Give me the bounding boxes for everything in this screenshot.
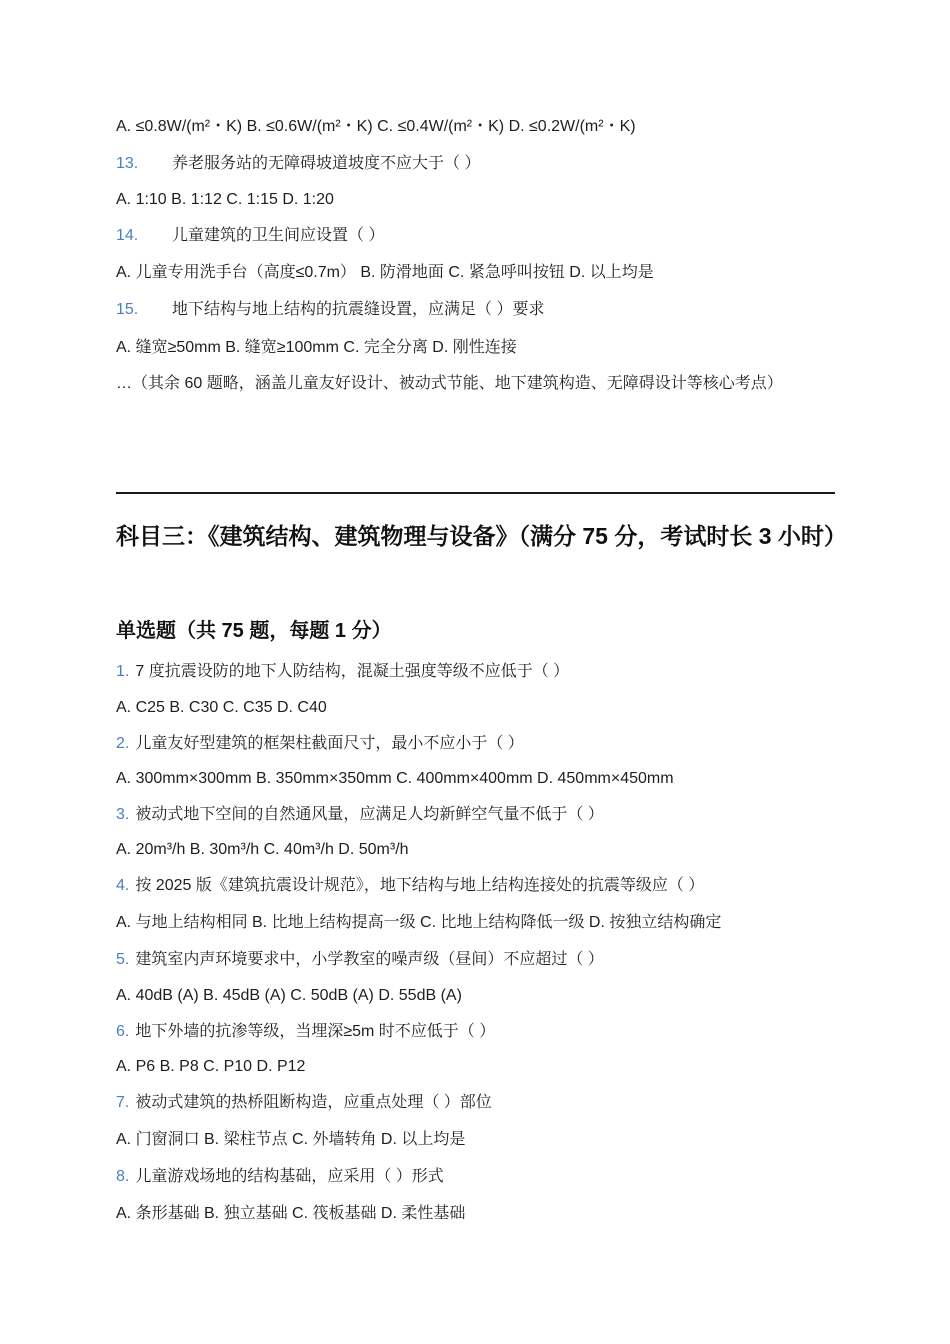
question-2 <box>116 733 524 755</box>
q6-options: A. P6 B. P8 C. P10 D. P12 <box>116 1058 306 1075</box>
q14-options: A. 儿童专用洗手台（高度≤0.7m） B. 防滑地面 C. 紧急呼叫按钮 D. 以上均是 <box>116 264 654 281</box>
question-13 <box>116 153 480 175</box>
q2-options: A. 300mm×300mm B. 350mm×350mm C. 400mm×400mm D. 450mm×450mm <box>116 770 674 787</box>
question-text: 被动式建筑的热桥阻断构造，应重点处理（ ）部位 <box>135 1094 492 1111</box>
question-number: 1. <box>116 663 130 680</box>
q5-options: A. 40dB (A) B. 45dB (A) C. 50dB (A) D. 55dB (A) <box>116 987 462 1004</box>
question-text: 按 2025 版《建筑抗震设计规范》，地下结构与地上结构连接处的抗震等级应（ ） <box>135 877 705 894</box>
question-text: 7 度抗震设防的地下人防结构，混凝土强度等级不应低于（ ） <box>135 663 570 680</box>
question-number: 3. <box>116 806 130 823</box>
question-15 <box>116 299 544 321</box>
question-3 <box>116 804 604 826</box>
question-text: 养老服务站的无障碍坡道坡度不应大于（ ） <box>172 155 481 172</box>
question-text: 地下结构与地上结构的抗震缝设置，应满足（ ）要求 <box>172 301 545 318</box>
section-title: 科目三：《建筑结构、建筑物理与设备》（满分 75 分，考试时长 3 小时） <box>116 523 847 549</box>
question-number: 5. <box>116 951 130 968</box>
omitted-note: …（其余 60 题略，涵盖儿童友好设计、被动式节能、地下建筑构造、无障碍设计等核心考点） <box>116 375 783 392</box>
question-text: 儿童游戏场地的结构基础，应采用（ ）形式 <box>135 1168 444 1185</box>
question-text: 被动式地下空间的自然通风量，应满足人均新鲜空气量不低于（ ） <box>135 806 604 823</box>
question-text: 儿童建筑的卫生间应设置（ ） <box>172 227 385 244</box>
q7-options: A. 门窗洞口 B. 梁柱节点 C. 外墙转角 D. 以上均是 <box>116 1131 466 1148</box>
q12-options: A. ≤0.8W/(m²・K) B. ≤0.6W/(m²・K) C. ≤0.4W/(m²・K) D. ≤0.2W/(m²・K) <box>116 118 636 135</box>
question-4 <box>116 875 704 897</box>
q15-options: A. 缝宽≥50mm B. 缝宽≥100mm C. 完全分离 D. 刚性连接 <box>116 339 517 356</box>
question-text: 地下外墙的抗渗等级，当埋深≥5m 时不应低于（ ） <box>135 1023 496 1040</box>
question-number: 15. <box>116 301 139 318</box>
question-number: 2. <box>116 735 130 752</box>
question-6 <box>116 1021 495 1043</box>
section-subtitle: 单选题（共 75 题，每题 1 分） <box>116 620 392 642</box>
question-text: 建筑室内声环境要求中，小学教室的噪声级（昼间）不应超过（ ） <box>135 951 604 968</box>
question-number: 8. <box>116 1168 130 1185</box>
question-number: 4. <box>116 877 130 894</box>
question-14 <box>116 225 384 247</box>
q4-options: A. 与地上结构相同 B. 比地上结构提高一级 C. 比地上结构降低一级 D. 按独立结构确定 <box>116 914 722 931</box>
q3-options: A. 20m³/h B. 30m³/h C. 40m³/h D. 50m³/h <box>116 841 409 858</box>
question-number: 14. <box>116 227 139 244</box>
question-5 <box>116 949 604 971</box>
question-1 <box>116 661 569 683</box>
question-number: 13. <box>116 155 139 172</box>
question-8 <box>116 1166 444 1188</box>
q1-options: A. C25 B. C30 C. C35 D. C40 <box>116 699 327 716</box>
q13-options: A. 1:10 B. 1:12 C. 1:15 D. 1:20 <box>116 191 334 208</box>
q8-options: A. 条形基础 B. 独立基础 C. 筏板基础 D. 柔性基础 <box>116 1205 466 1222</box>
question-text: 儿童友好型建筑的框架柱截面尺寸，最小不应小于（ ） <box>135 735 524 752</box>
question-number: 7. <box>116 1094 130 1111</box>
question-number: 6. <box>116 1023 130 1040</box>
section-divider <box>116 492 835 494</box>
question-7 <box>116 1092 492 1114</box>
